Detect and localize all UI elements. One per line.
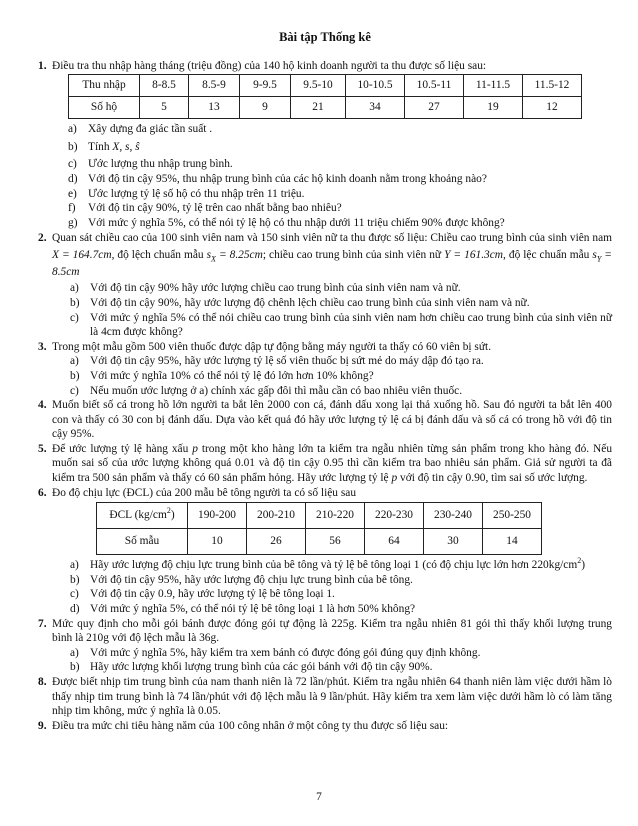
problem-text: ; chiều cao trung bình của sinh viên nữ [262, 249, 442, 262]
table-cell: 21 [291, 97, 346, 119]
table-cell: 220-230 [365, 503, 424, 529]
math-expression: X, s, ŝ [112, 140, 140, 153]
table-row [97, 503, 542, 529]
sub-text: Với độ tin cậy 95%, hãy ước lượng tỷ lệ số viên thuốc bị sứt mẻ do máy dập đó tạo ra. [90, 355, 484, 368]
problem-8 [38, 675, 612, 719]
sub-text: Với mức ý nghĩa 10% có thể nói tỷ lệ đó lớn hơn 10% không? [90, 369, 374, 382]
sub-label: c) [68, 158, 77, 171]
table-row [69, 75, 582, 97]
sub-label: a) [68, 123, 77, 136]
sub-text: Với mức ý nghĩa 5%, có thể nói tỷ lệ bê tông loại 1 là hơn 50% không? [90, 603, 416, 616]
subquestion [38, 201, 612, 216]
problem-number: 2. [38, 232, 47, 245]
problem-text: Để ước lượng tỷ lệ hàng xấu [52, 442, 189, 455]
sub-text: Với độ tin cậy 95%, thu nhập trung bình của các hộ kinh doanh nằm trong khoảng nào? [88, 172, 487, 185]
problem-number: 5. [38, 442, 47, 455]
math-mean-x: X = 164.7cm [52, 249, 112, 262]
sub-label: a) [70, 282, 79, 295]
table-row-label-end: ) [170, 509, 175, 522]
sub-label: b) [70, 573, 80, 586]
sub-label: c) [70, 311, 79, 324]
problem-text: Quan sát chiều cao của 100 sinh viên nam và 150 sinh viên nữ ta thu được số liệu: Chiều cao trung bình của sinh viên nam [52, 232, 612, 245]
subquestion [38, 281, 612, 296]
sub-text: Tính [88, 140, 110, 153]
problem-text: trong một kho hàng lớn ta kiểm tra ngẫu nhiên từng sản phẩm trong kho hàng đó. Nếu muốn sai số của ước lượng không quá 0.01 và độ tin cậy 0.95 thì cần kiểm tra bao nhiêu sản phẩm. Giả sử người ta đã kiểm tra 500 sản phẩm và thấy có 60 sản phẩm hỏng. Hãy ước lượng tỷ lệ [52, 442, 613, 485]
table-cell: 5 [140, 97, 189, 119]
sub-label: b) [70, 296, 80, 309]
problem-9 [38, 719, 612, 734]
subquestion [38, 369, 612, 384]
sub-label: b) [70, 661, 80, 674]
subquestion [38, 140, 612, 155]
sub-label: c) [70, 384, 79, 397]
superscript: 2 [166, 506, 171, 516]
subquestion [38, 558, 612, 573]
sub-text-end: ) [581, 559, 586, 572]
table-row-label: Số mẫu [97, 529, 188, 555]
table-cell: 11-11.5 [464, 75, 523, 97]
table-cell: 14 [483, 529, 542, 555]
sub-text: Với mức ý nghĩa 5% có thể nói chiều cao trung bình của sinh viên nam hơn chiều cao trung bình của sinh viên nữ là 4cm được không? [90, 311, 612, 339]
sub-text: Với độ tin cậy 90%, tỷ lệ trên cao nhất bằng bao nhiêu? [88, 202, 342, 215]
problem-3 [38, 340, 612, 355]
table-cell: 34 [346, 97, 405, 119]
subquestion [38, 587, 612, 602]
sub-text: Nếu muốn ước lượng ở a) chính xác gấp đôi thì mẫu cần có bao nhiêu viên thuốc. [90, 384, 463, 397]
table-cell: 9.5-10 [291, 75, 346, 97]
problem-2 [38, 230, 612, 281]
math-value: = 8.5cm [52, 249, 612, 279]
math-p: p [192, 442, 198, 455]
sub-text: Ước lượng tỷ lệ số hộ có thu nhập trên 11 triệu. [88, 187, 305, 200]
math-symbol: s [206, 249, 212, 262]
sub-label: e) [68, 187, 77, 200]
problem-6 [38, 486, 612, 501]
sub-label: b) [70, 369, 80, 382]
subquestion [38, 354, 612, 369]
table-cell: 210-220 [306, 503, 365, 529]
subquestion [38, 296, 612, 311]
table-cell: 9-9.5 [240, 75, 291, 97]
sub-text: Với độ tin cậy 95%, hãy ước lượng độ chịu lực trung bình của bê tông. [90, 573, 413, 586]
sub-text: Xây dựng đa giác tần suất . [88, 123, 213, 136]
sub-text: Với độ tin cậy 0.9, hãy ước lượng tỷ lệ bê tông loại 1. [90, 588, 335, 601]
problem-number: 3. [38, 340, 47, 353]
table-cell: 26 [247, 529, 306, 555]
problem-text: Được biết nhịp tim trung bình của nam thanh niên là 72 lần/phút. Kiểm tra ngẫu nhiên 64 thanh niên làm việc dưới hầm lò thấy nhịp tim trung bình là 74 lần/phút với độ lệch mẫu là 9 lần/phút. Hãy kiểm tra xem làm việc dưới hầm lò có làm tăng nhịp tim không, mức ý nghĩa là 0.05. [52, 676, 612, 718]
table-cell: 10.5-11 [405, 75, 464, 97]
sub-text: Hãy ước lượng độ chịu lực trung bình của bê tông và tỷ lệ bê tông loại 1 (có độ chịu lực lớn hơn 220kg/cm [90, 559, 578, 572]
problem-number: 1. [38, 59, 47, 72]
math-subscript: X [211, 254, 216, 264]
subquestion [38, 646, 612, 661]
superscript: 2 [577, 556, 582, 566]
table-cell: 64 [365, 529, 424, 555]
sub-label: a) [70, 559, 79, 572]
subquestion [38, 602, 612, 617]
sub-text: Ước lượng thu nhập trung bình. [88, 158, 233, 171]
problem-number: 4. [38, 399, 47, 412]
sub-text: Với mức ý nghĩa 5%, hãy kiểm tra xem bánh có được đóng gói đúng quy định không. [90, 646, 481, 659]
subquestion [38, 122, 612, 137]
table-cell: 12 [523, 97, 582, 119]
problem-text: Điều tra thu nhập hàng tháng (triệu đồng) của 140 hộ kinh doanh người ta thu được số liệu sau: [52, 59, 487, 72]
table-row-label: Thu nhập [69, 75, 140, 97]
table-cell: 27 [405, 97, 464, 119]
table-cell: 190-200 [188, 503, 247, 529]
sub-label: d) [68, 172, 78, 185]
sub-text: Hãy ước lượng khối lượng trung bình của các gói bánh với độ tin cậy 90%. [90, 661, 433, 674]
table-cell: 19 [464, 97, 523, 119]
table-cell: 30 [424, 529, 483, 555]
page-number: 7 [316, 791, 322, 803]
problem-text: , độ lệch chuẩn mẫu [111, 249, 204, 262]
income-table [68, 74, 582, 119]
subquestion [38, 157, 612, 172]
problem-1 [38, 59, 612, 74]
table-row-label-text: ĐCL (kg/cm [109, 509, 167, 522]
math-subscript: Y [596, 254, 602, 264]
math-p: p [391, 472, 398, 485]
sub-label: d) [70, 603, 80, 616]
table-row [69, 97, 582, 119]
page-title: Bài tập Thống kê [279, 30, 371, 44]
table-cell: 250-250 [483, 503, 542, 529]
problem-7 [38, 617, 612, 646]
table-row [97, 529, 542, 555]
sub-label: a) [70, 355, 79, 368]
math-symbol: s [592, 249, 597, 262]
problem-text: , độ lệc chuẩn mẫu [503, 249, 590, 262]
problem-text: với độ tin cậy 0.90, tìm sai số ước lượng. [400, 472, 588, 485]
math-mean-y: Y = 161.3cm [444, 249, 504, 262]
subquestion [38, 216, 612, 231]
problem-text: Trong một mẫu gồm 500 viên thuốc được dập tự động bằng máy người ta thấy có 60 viên bị sứt. [52, 340, 492, 353]
table-row-label: Số hộ [69, 97, 140, 119]
sub-text: Với độ tin cậy 90% hãy ước lượng chiều cao trung bình của sinh viên nam và nữ. [90, 282, 461, 295]
table-cell: 56 [306, 529, 365, 555]
sub-label: f) [68, 202, 76, 215]
problem-number: 6. [38, 486, 47, 499]
subquestion [38, 573, 612, 588]
sub-text: Với mức ý nghĩa 5%, có thể nói tỷ lệ hộ có thu nhập dưới 11 triệu chiếm 90% được không? [88, 216, 505, 229]
table-cell: 200-210 [247, 503, 306, 529]
problem-number: 8. [38, 676, 47, 688]
table-cell: 9 [240, 97, 291, 119]
table-cell: 230-240 [424, 503, 483, 529]
sub-label: c) [70, 588, 79, 601]
sub-label: g) [68, 216, 78, 229]
problem-text: Đo độ chịu lực (ĐCL) của 200 mẫu bê tông người ta có số liệu sau [52, 486, 357, 499]
sub-text: Với độ tin cậy 90%, hãy ước lượng độ chênh lệch chiều cao trung bình của sinh viên nam và nữ. [90, 296, 530, 309]
math-sd-x [206, 249, 263, 264]
problem-5 [38, 442, 612, 486]
problem-text: Mức quy định cho mỗi gói bánh được đóng gói tự động là 225g. Kiểm tra ngẫu nhiên 81 gói thì thấy khối lượng trung bình là 210g với độ lệch mẫu là 36g. [52, 617, 612, 645]
subquestion [38, 311, 612, 340]
table-cell: 11.5-12 [523, 75, 582, 97]
problem-text: Muốn biết số cá trong hồ lớn người ta bắt lên 2000 con cá, đánh dấu xong lại thả xuống hồ. Sau đó người ta bắt lên 400 con và thấy có 30 con bị đánh dấu. Dựa vào kết quả đó hãy ước lượng tỷ lệ cá bị đánh dấu và số cá có trong hồ với độ tin cậy 95%. [52, 399, 612, 441]
table-cell: 8.5-9 [189, 75, 240, 97]
subquestion [38, 660, 612, 675]
subquestion [38, 187, 612, 202]
table-cell: 8-8.5 [140, 75, 189, 97]
problem-4 [38, 398, 612, 442]
table-cell: 10 [188, 529, 247, 555]
problem-number: 9. [38, 719, 47, 732]
subquestion [38, 384, 612, 399]
problem-text: Điều tra mức chi tiêu hàng năm của 100 công nhân ở một công ty thu được số liệu sau: [52, 719, 449, 732]
subquestion [38, 172, 612, 187]
table-row-label [97, 503, 188, 529]
problem-number: 7. [38, 617, 47, 630]
table-cell: 10-10.5 [346, 75, 405, 97]
sub-label: b) [68, 140, 78, 153]
sub-label: a) [70, 646, 79, 659]
concrete-table [96, 502, 542, 555]
math-value: = 8.25cm [215, 249, 263, 262]
table-cell: 13 [189, 97, 240, 119]
